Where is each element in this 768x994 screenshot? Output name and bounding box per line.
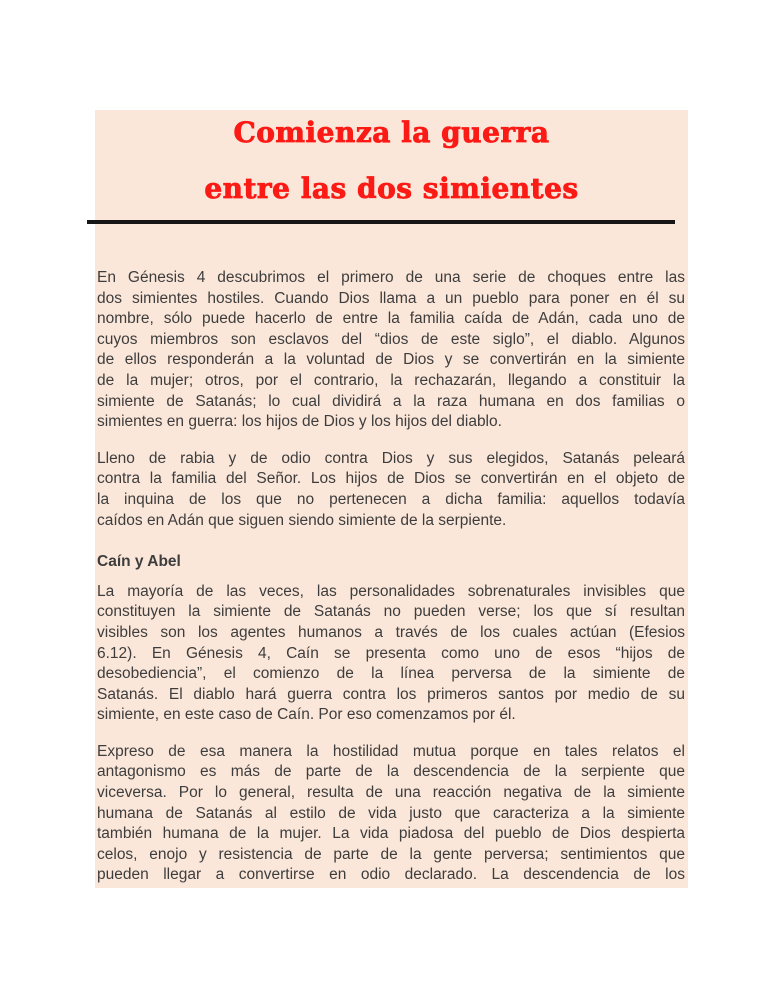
document-title-line-2: entre las dos simientes [204,172,579,205]
section-heading: Caín y Abel [97,553,181,571]
paragraph [97,582,685,726]
paragraph [97,268,685,433]
document-body [97,268,685,902]
text-line: desobediencia”, el comienzo de la línea perversa de la simiente de [97,665,685,683]
text-line: 6.12). En Génesis 4, Caín se presenta como uno de esos “hijos de [97,644,685,662]
text-line: también humana de la mujer. La vida piadosa del pueblo de Dios despierta [97,825,685,843]
document-title [95,116,688,206]
text-line: simiente, en este caso de Caín. Por eso comenzamos por él. [97,706,516,724]
text-line: dos simientes hostiles. Cuando Dios llama a un pueblo para poner en él su [97,289,685,307]
text-line: simientes en guerra: los hijos de Dios y los hijos del diablo. [97,413,502,431]
text-line: cuyos miembros son esclavos del “dios de este siglo”, el diablo. Algunos [97,330,685,348]
text-line: constituyen la simiente de Satanás no pueden verse; los que sí resultan [97,603,685,621]
text-line: antagonismo es más de parte de la descendencia de la serpiente que [97,763,685,781]
document-page [95,110,688,888]
text-line: nombre, sólo puede hacerlo de entre la familia caída de Adán, cada uno de [97,310,685,328]
text-line: Lleno de rabia y de odio contra Dios y sus elegidos, Satanás peleará [97,449,685,467]
paragraph [97,449,685,531]
text-line: viceversa. Por lo general, resulta de una reacción negativa de la simiente [97,784,685,802]
document-title-line-1: Comienza la guerra [233,116,550,149]
text-line: En Génesis 4 descubrimos el primero de una serie de choques entre las [97,269,685,286]
text-line: celos, enojo y resistencia de parte de la gente perversa; sentimientos que [97,845,685,863]
text-line: humana de Satanás al estilo de vida justo que caracteriza a la simiente [97,804,685,822]
text-line: contra la familia del Señor. Los hijos de Dios se convertirán en el objeto de [97,470,685,488]
text-line: visibles son los agentes humanos a través de los cuales actúan (Efesios [97,623,685,641]
paragraph [97,742,685,886]
text-line: la inquina de los que no pertenecen a dicha familia: aquellos todavía [97,490,685,508]
text-line: caídos en Adán que siguen siendo simiente de la serpiente. [97,511,507,529]
text-line: de ellos responderán a la voluntad de Dios y se convertirán en la simiente [97,351,685,369]
text-line: de la mujer; otros, por el contrario, la rechazarán, llegando a constituir la [97,371,685,389]
text-line: Expreso de esa manera la hostilidad mutua porque en tales relatos el [97,742,685,760]
text-line: simiente de Satanás; lo cual dividirá a la raza humana en dos familias o [97,392,685,410]
text-line: La mayoría de las veces, las personalidades sobrenaturales invisibles que [97,582,685,600]
text-line: Satanás. El diablo hará guerra contra los primeros santos por medio de su [97,685,685,703]
title-divider-rule [87,220,675,224]
text-line: pueden llegar a convertirse en odio declarado. La descendencia de los [97,866,685,884]
